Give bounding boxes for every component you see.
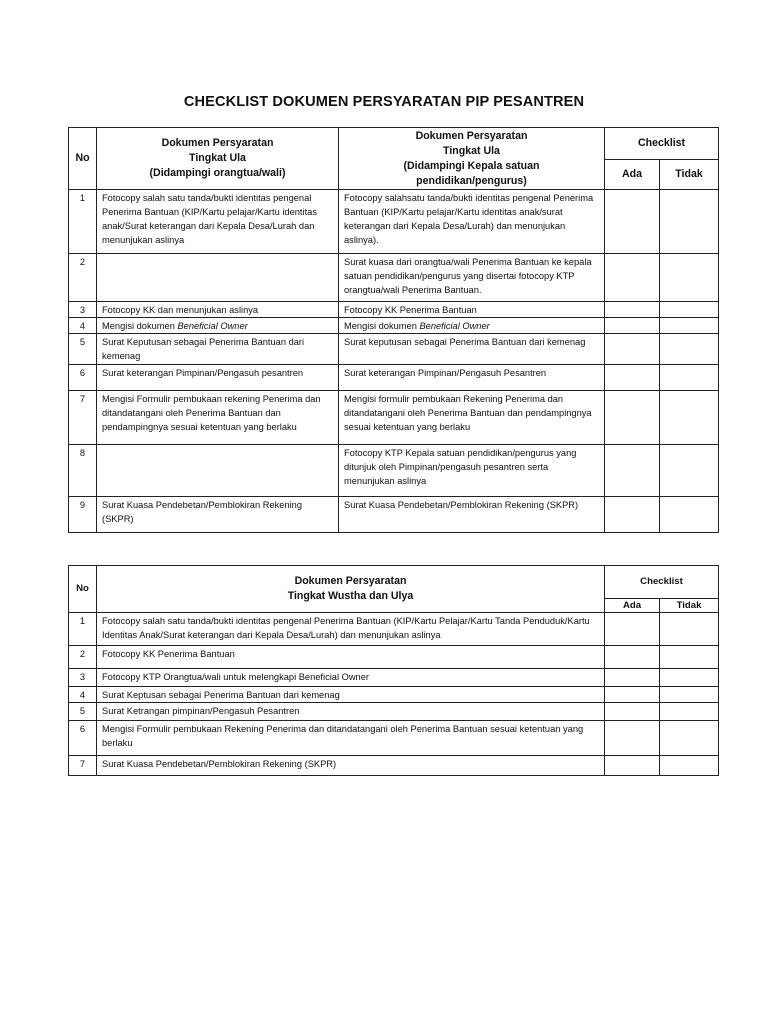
checkbox-ada[interactable] [605,365,660,391]
table-row: 5 Surat Ketrangan pimpinan/Pengasuh Pesantren [69,703,719,721]
checkbox-tidak[interactable] [660,302,719,318]
checkbox-ada[interactable] [605,254,660,302]
table-row: 1 Fotocopy salah satu tanda/bukti identitas pengenal Penerima Bantuan (KIP/Kartu Pelajar/Kartu Tanda Penduduk/Kartu Identitas Anak/Surat keterangan dari Kepala Desa/Lurah) dan menunjukan aslinya [69,613,719,646]
checkbox-ada[interactable] [605,756,660,776]
checkbox-tidak[interactable] [660,497,719,533]
table-row: 3 Fotocopy KK dan menunjukan aslinya Fotocopy KK Penerima Bantuan [69,302,719,318]
checkbox-tidak[interactable] [660,445,719,497]
table-row: 4 Mengisi dokumen Beneficial Owner Mengisi dokumen Beneficial Owner [69,318,719,334]
table-row: 2 Surat kuasa dari orangtua/wali Penerima Bantuan ke kepala satuan pendidikan/pengurus yang disertai fotocopy KTP orangtua/wali Penerima Bantuan. [69,254,719,302]
header-checklist: Checklist [605,128,719,160]
checkbox-tidak[interactable] [660,721,719,756]
header-ula-orangtua: Dokumen Persyaratan Tingkat Ula (Didampingi orangtua/wali) [97,128,339,190]
page-title: CHECKLIST DOKUMEN PERSYARATAN PIP PESANTREN [183,94,585,110]
table-row: 3 Fotocopy KTP Orangtua/wali untuk melengkapi Beneficial Owner [69,669,719,687]
checkbox-ada[interactable] [605,703,660,721]
checkbox-tidak[interactable] [660,334,719,365]
checkbox-tidak[interactable] [660,669,719,687]
checkbox-tidak[interactable] [660,687,719,703]
checkbox-tidak[interactable] [660,318,719,334]
header-tidak: Tidak [660,599,719,613]
table-row: 9 Surat Kuasa Pendebetan/Pemblokiran Rekening (SKPR) Surat Kuasa Pendebetan/Pemblokiran Rekening (SKPR) [69,497,719,533]
checkbox-tidak[interactable] [660,365,719,391]
checkbox-tidak[interactable] [660,190,719,254]
checkbox-ada[interactable] [605,646,660,669]
table-row: 5 Surat Keputusan sebagai Penerima Bantuan dari kemenag Surat keputusan sebagai Penerima Bantuan dari kemenag [69,334,719,365]
checkbox-tidak[interactable] [660,613,719,646]
header-no: No [69,566,97,613]
checkbox-ada[interactable] [605,318,660,334]
checkbox-ada[interactable] [605,687,660,703]
header-wustha-ulya: Dokumen Persyaratan Tingkat Wustha dan Ulya [97,566,605,613]
header-ada: Ada [605,160,660,190]
header-no: No [69,128,97,190]
table-row: 1 Fotocopy salah satu tanda/bukti identitas pengenal Penerima Bantuan (KIP/Kartu pelajar/Kartu identitas anak/Surat keterangan dari Kepala Desa/Lurah dan menunjukan aslinya Fotocopy salahsatu tanda/bukti identitas pengenal Penerima Bantuan (KIP/Kartu pelajar/Kartu identitas anak/surat keterangan dari Kepala Desa/Lurah) dan menunjukan aslinya). [69,190,719,254]
header-ada: Ada [605,599,660,613]
checkbox-ada[interactable] [605,669,660,687]
checkbox-ada[interactable] [605,497,660,533]
checkbox-ada[interactable] [605,190,660,254]
table-row: 4 Surat Keptusan sebagai Penerima Bantuan dari kemenag [69,687,719,703]
checkbox-tidak[interactable] [660,703,719,721]
checkbox-tidak[interactable] [660,646,719,669]
table-row: 8 Fotocopy KTP Kepala satuan pendidikan/pengurus yang ditunjuk oleh Pimpinan/pengasuh pesantren serta menunjukan aslinya [69,445,719,497]
table-row: 6 Surat keterangan Pimpinan/Pengasuh pesantren Surat keterangan Pimpinan/Pengasuh Pesantren [69,365,719,391]
table-row: 2 Fotocopy KK Penerima Bantuan [69,646,719,669]
checkbox-ada[interactable] [605,613,660,646]
checklist-table-ula [68,127,719,533]
checklist-table-wustha-ulya [68,565,719,776]
checkbox-tidak[interactable] [660,391,719,445]
checkbox-ada[interactable] [605,302,660,318]
header-tidak: Tidak [660,160,719,190]
checkbox-ada[interactable] [605,445,660,497]
checkbox-ada[interactable] [605,721,660,756]
header-checklist: Checklist [605,566,719,599]
checkbox-ada[interactable] [605,334,660,365]
table-row: 7 Mengisi Formulir pembukaan rekening Penerima dan ditandatangani oleh Penerima Bantuan dan pendampingnya sesuai ketentuan yang berlaku Mengisi formulir pembukaan Rekening Penerima dan ditandatangani oleh Penerima Bantuan dan pendampingnya sesuai ketentuan yang berlaku [69,391,719,445]
checkbox-tidak[interactable] [660,756,719,776]
table-row: 6 Mengisi Formulir pembukaan Rekening Penerima dan ditandatangani oleh Penerima Bantuan sesuai ketentuan yang berlaku [69,721,719,756]
table-row: 7 Surat Kuasa Pendebetan/Pemblokiran Rekening (SKPR) [69,756,719,776]
header-ula-kepala: Dokumen Persyaratan Tingkat Ula (Didampingi Kepala satuan pendidikan/pengurus) [339,128,605,190]
checkbox-ada[interactable] [605,391,660,445]
checkbox-tidak[interactable] [660,254,719,302]
